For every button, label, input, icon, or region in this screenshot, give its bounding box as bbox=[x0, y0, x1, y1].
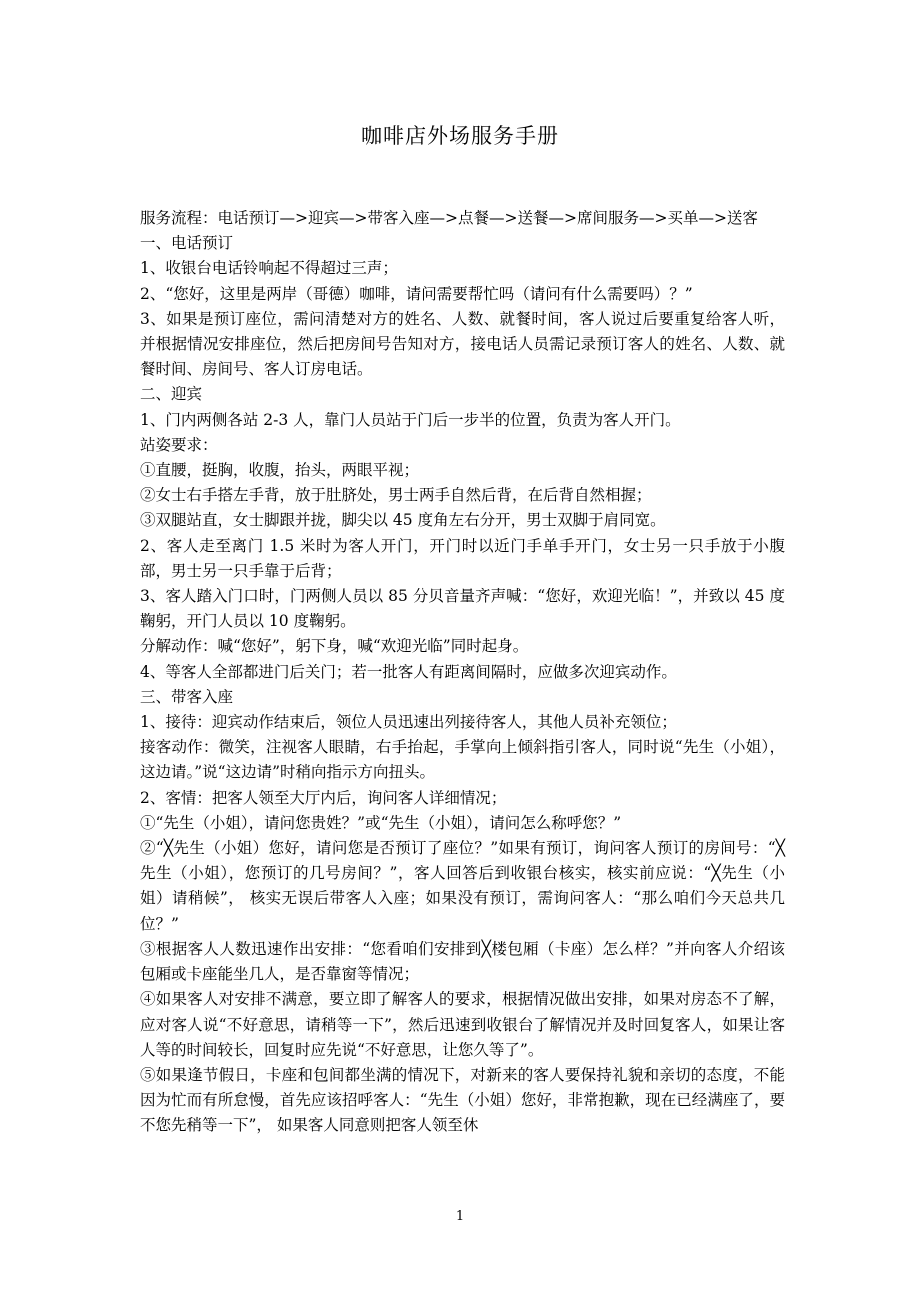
paragraph: 4、等客人全部都进门后关门；若一批客人有距离间隔时，应做多次迎宾动作。 bbox=[140, 662, 677, 681]
section-heading: 二、迎宾 bbox=[140, 385, 203, 404]
paragraph: ①“先生（小姐），请问您贵姓？”或“先生（小姐），请问怎么称呼您？” bbox=[140, 813, 622, 832]
page-number: 1 bbox=[455, 1209, 465, 1224]
paragraph: ④如果客人对安排不满意，要立即了解客人的要求，根据情况做出安排，如果对房态不了解，应对客人说“不好意思，请稍等一下”，然后迅速到收银台了解情况并及时回复客人，如果让客人等的时间较长，回复时应先说“不好意思，让您久等了”。 bbox=[140, 990, 785, 1059]
paragraph: ③根据客人人数迅速作出安排：“您看咱们安排到╳楼包厢（卡座）怎么样？”并向客人介绍该包厢或卡座能坐几人，是否靠窗等情况； bbox=[140, 939, 785, 984]
paragraph: 2、“您好，这里是两岸（哥德）咖啡，请问需要帮忙吗（请问有什么需要吗）？” bbox=[140, 284, 693, 303]
paragraph: 接客动作：微笑，注视客人眼睛，右手抬起，手掌向上倾斜指引客人，同时说“先生（小姐），这边请。”说“这边请”时稍向指示方向扭头。 bbox=[140, 738, 785, 782]
paragraph: 1、接待：迎宾动作结束后，领位人员迅速出列接待客人，其他人员补充领位； bbox=[140, 713, 677, 732]
document-body bbox=[140, 206, 785, 1139]
paragraph: 2、客情：把客人领至大厅内后，询问客人详细情况； bbox=[140, 788, 507, 807]
paragraph: 3、客人踏入门口时，门两侧人员以 85 分贝音量齐声喊：“您好，欢迎光临！”，并致以 45 度鞠躬，开门人员以 10 度鞠躬。 bbox=[140, 587, 785, 631]
paragraph: 站姿要求： bbox=[140, 435, 218, 454]
document-title: 咖啡店外场服务手册 bbox=[361, 124, 559, 148]
service-flow-label: 服务流程： bbox=[140, 209, 218, 227]
service-flow-steps: 电话预订—>迎宾—>带客入座—>点餐—>送餐—>席间服务—>买单—>送客 bbox=[217, 209, 758, 227]
paragraph: ③双腿站直，女士脚跟并拢，脚尖以 45 度角左右分开，男士双脚于肩同宽。 bbox=[140, 511, 666, 530]
paragraph: 1、门内两侧各站 2-3 人，靠门人员站于门后一步半的位置，负责为客人开门。 bbox=[140, 410, 681, 429]
service-flow bbox=[140, 206, 785, 231]
section-heading: 三、带客入座 bbox=[140, 687, 234, 706]
paragraph: ②“╳先生（小姐）您好，请问您是否预订了座位？”如果有预订，询问客人预订的房间号：“╳先生（小姐），您预订的几号房间？”，客人回答后到收银台核实，核实前应说：“╳先生（小姐）请稍候”， 核实无误后带客人入座；如果没有预订，需询问客人：“那么咱们今天总共几位？” bbox=[140, 839, 785, 933]
paragraph: 2、客人走至离门 1.5 米时为客人开门，开门时以近门手单手开门，女士另一只手放于小腹部，男士另一只手靠于后背； bbox=[140, 536, 785, 580]
section-heading: 一、电话预订 bbox=[140, 234, 234, 253]
paragraph: 1、收银台电话铃响起不得超过三声； bbox=[140, 259, 398, 278]
paragraph: 3、如果是预订座位，需问清楚对方的姓名、人数、就餐时间，客人说过后要重复给客人听，并根据情况安排座位，然后把房间号告知对方，接电话人员需记录预订客人的姓名、人数、就餐时间、房间号、客人订房电话。 bbox=[140, 309, 785, 379]
paragraph: 分解动作：喊“您好”，躬下身，喊“欢迎光临”同时起身。 bbox=[140, 637, 529, 656]
paragraph: ⑤如果逢节假日，卡座和包间都坐满的情况下，对新来的客人要保持礼貌和亲切的态度，不能因为忙而有所怠慢，首先应该招呼客人：“先生（小姐）您好，非常抱歉，现在已经满座了，要不您先稍等一下”， 如果客人同意则把客人领至休 bbox=[140, 1065, 785, 1135]
paragraph: ①直腰，挺胸，收腹，抬头，两眼平视； bbox=[140, 461, 420, 480]
paragraph: ②女士右手搭左手背，放于肚脐处，男士两手自然后背，在后背自然相握； bbox=[140, 486, 652, 505]
